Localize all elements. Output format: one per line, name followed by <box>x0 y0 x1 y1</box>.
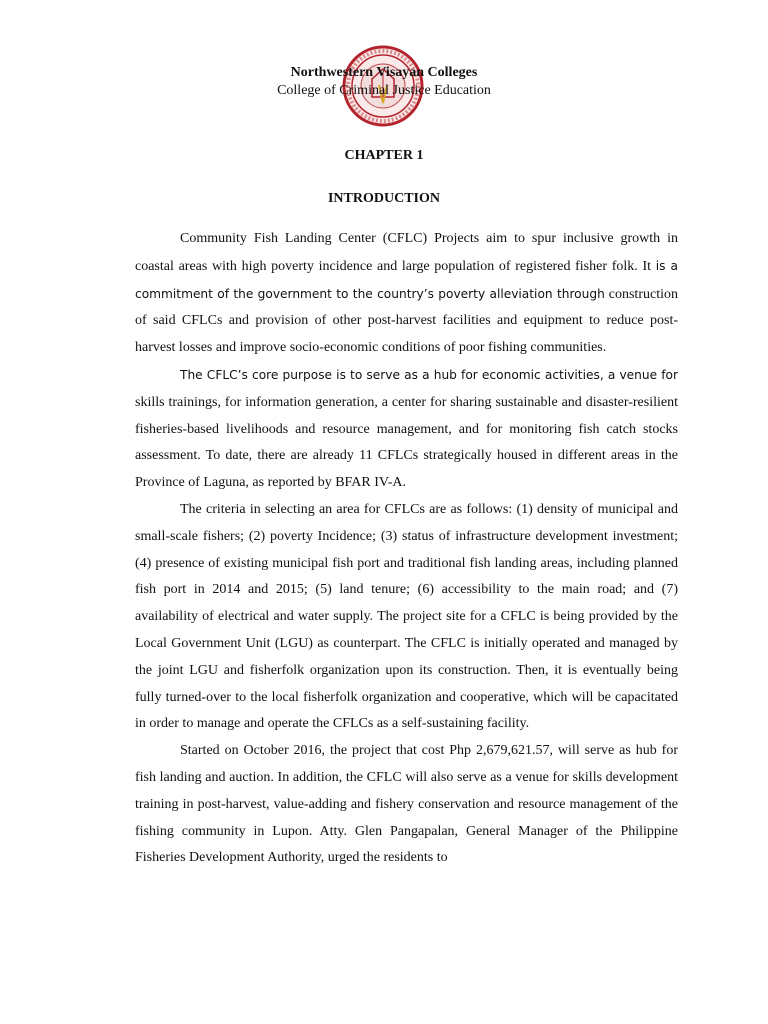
paragraph-text: construction of said CFLCs and provision of other post-harvest facilities and equipment to reduce post-harvest losses and improve socio-economic conditions of poor fishing communities. <box>135 286 678 356</box>
college-name: College of Criminal Justice Education <box>277 83 491 98</box>
paragraph-text: skills trainings, for information generation, a center for sharing sustainable and disaster-resilient fisheries-based livelihoods and resource management, and for monitoring fish catch stocks assessment. To date, there are already 11 CFLCs strategically housed in different areas in the Province of Laguna, as reported by BFAR IV-A. <box>135 394 678 491</box>
paragraph-text-alt-font: The CFLC’s core purpose is to serve as a hub for economic activities, a venue for <box>180 367 678 382</box>
paragraph-text: Community Fish Landing Center (CFLC) Projects aim to spur inclusive growth in coastal areas with high poverty incidence and large population of registered fisher folk. It <box>135 231 678 274</box>
paragraph-text: The criteria in selecting an area for CFLCs are as follows: (1) density of municipal and small-scale fishers; (2) poverty Incidence; (3) status of infrastructure development investment; (4) presence of existing municipal fish port and traditional fish landing areas, including planned fish port in 2014 and 2015; (5) land tenure; (6) accessibility to the main road; and (7) availability of electrical and water supply. The project site for a CFLC is being provided by the Local Government Unit (LGU) as counterpart. The CFLC is initially operated and managed by the joint LGU and fisherfolk organization upon its construction. Then, it is eventually being fully turned-over to the local fisherfolk organization and cooperative, which will be capacitated in order to manage and operate the CFLCs as a self-sustaining facility. <box>135 501 678 732</box>
section-heading: INTRODUCTION <box>327 191 440 206</box>
paragraph-text-alt-font: is a commitment of the government to the country’s poverty alleviation through <box>135 258 678 301</box>
institution-name: Northwestern Visayan Colleges <box>290 65 478 80</box>
chapter-title: CHAPTER 1 <box>344 148 424 163</box>
paragraph-text: Started on October 2016, the project that cost Php 2,679,621.57, will serve as hub for fish landing and auction. In addition, the CFLC will also serve as a venue for skills development training in post-harvest, value-adding and fishery conservation and resource management of the fishing community in Lupon. Atty. Glen Pangapalan, General Manager of the Philippine Fisheries Development Authority, urged the residents to <box>135 743 678 866</box>
paragraph <box>135 738 678 872</box>
body-text <box>135 226 678 872</box>
paragraph <box>135 497 678 738</box>
paragraph <box>135 362 678 497</box>
paragraph <box>135 226 678 362</box>
